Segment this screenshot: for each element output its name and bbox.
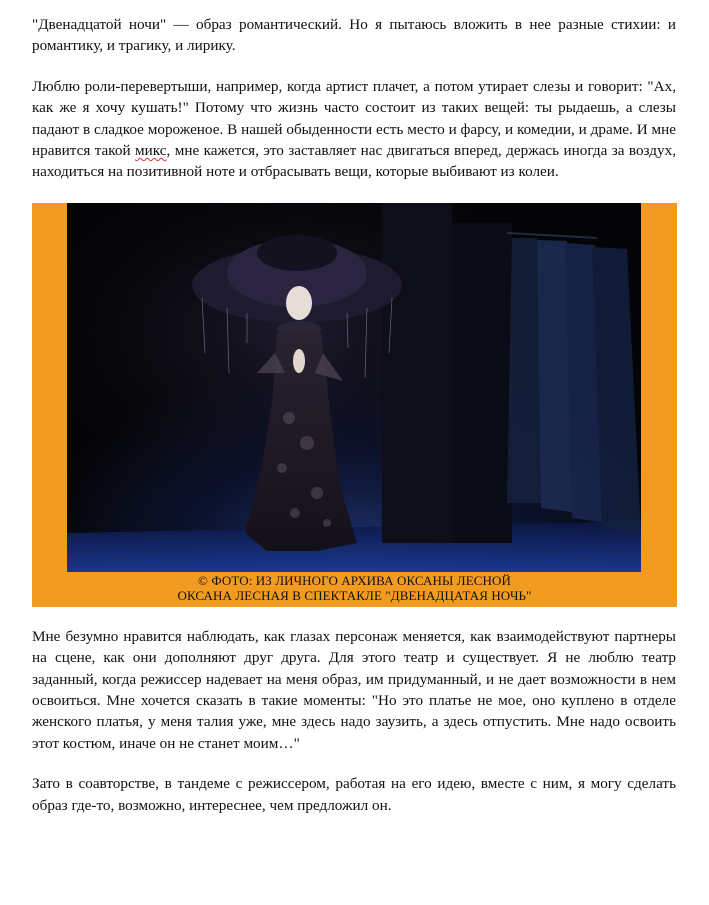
caption-credit: © ФОТО: ИЗ ЛИЧНОГО АРХИВА ОКСАНЫ ЛЕСНОЙ — [198, 572, 511, 588]
article-page — [32, 14, 676, 816]
paragraph-4: Зато в соавторстве, в тандеме с режиссером, работая на его идею, вместе с ним, я могу сделать образ где-то, возможно, интереснее, чем предложил он. — [32, 775, 676, 814]
spellcheck-word[interactable]: микс — [135, 142, 167, 160]
caption-title: ОКСАНА ЛЕСНАЯ В СПЕКТАКЛЕ "ДВЕНАДЦАТАЯ НОЧЬ" — [177, 588, 532, 604]
paragraph-2-part-a: Люблю роли-перевертыши, например, когда артист плачет, а потом утирает слезы и говорит: "Ах, как же я хочу кушать!" Потому что жизнь часто состоит из таких вещей: ты рыдаешь, а слезы падают в сладкое мороженое. В нашей обыденности есть место и фарсу, и комедии, и драме. И мне нравится такой — [32, 77, 676, 160]
photo-caption — [32, 573, 677, 604]
paragraph-2-part-b: , мне кажется, это заставляет нас двигаться вперед, держась иногда за воздух, находиться на позитивной ноте и отбрасывать вещи, которые выбивают из колеи. — [32, 142, 676, 181]
paragraph-2 — [32, 76, 676, 183]
paragraph-3: Мне безумно нравится наблюдать, как глазах персонаж меняется, как взаимодействуют партнеры на сцене, как они дополняют друг друга. Для этого театр и существует. Я не люблю театр заданный, когда режиссер надевает на меня образ, им придуманный, и не дает возможности в нем освоиться. Мне хочется сказать в такие моменты: "Но это платье не мое, оно куплено в отделе женского платья, у меня талия уже, мне здесь надо заузить, а здесь отпустить. Мне надо освоить этот костюм, иначе он не станет моим…" — [32, 627, 676, 752]
paragraph-1: "Двенадцатой ночи" — образ романтический. Но я пытаюсь вложить в нее разные стихии: и романтику, и трагику, и лирику. — [32, 16, 676, 55]
photo-figure — [32, 203, 677, 607]
theatre-photo — [67, 203, 641, 572]
